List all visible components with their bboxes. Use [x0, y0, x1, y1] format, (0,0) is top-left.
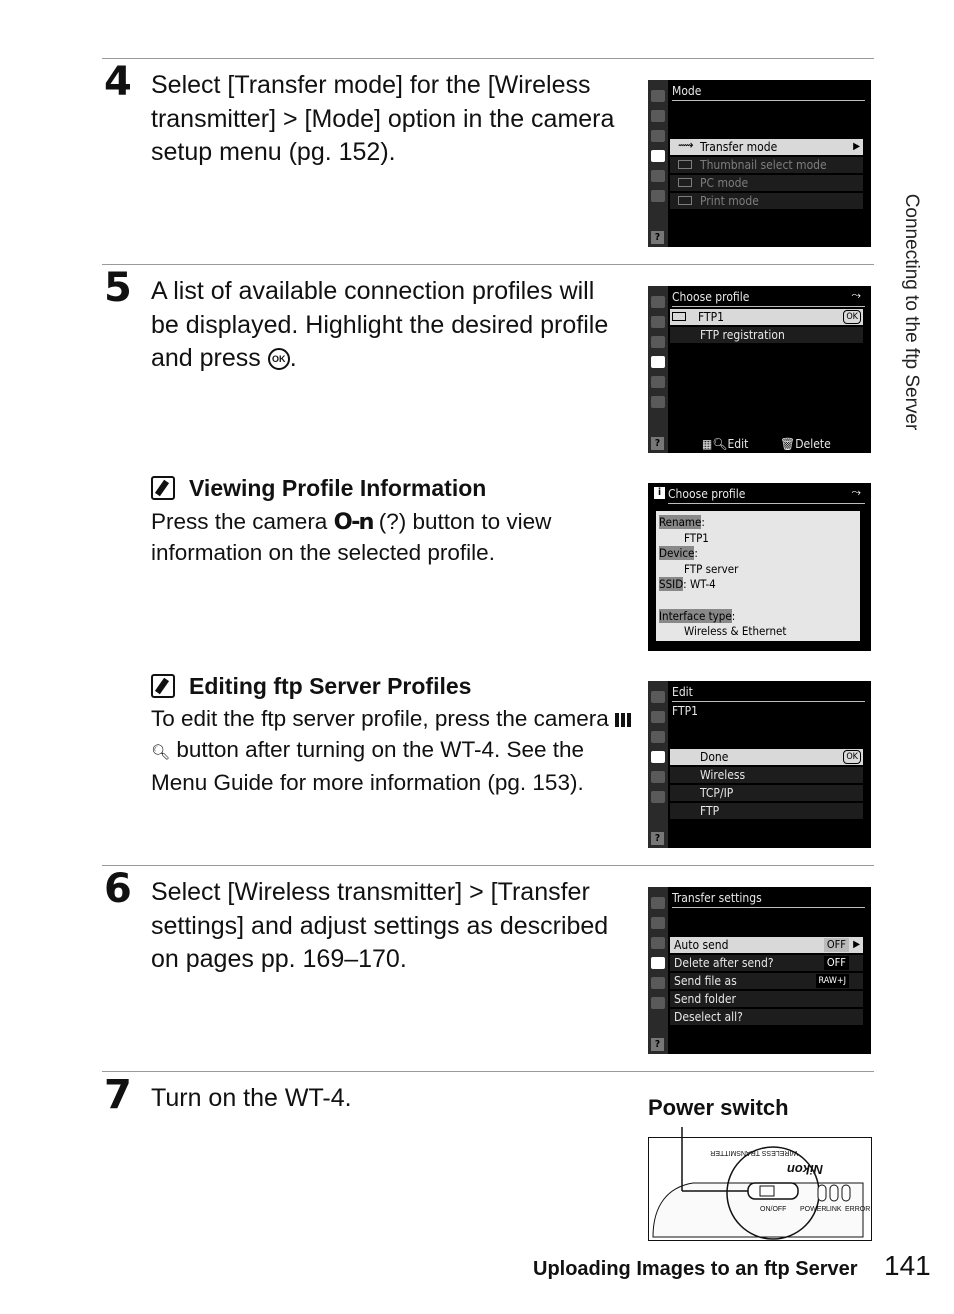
step-number: 7: [104, 1072, 132, 1118]
menu-item-label: Done: [700, 750, 729, 764]
screen-title: Transfer settings: [672, 889, 865, 908]
menu-tabs: [648, 286, 668, 453]
menu-tabs: [648, 80, 668, 247]
screen-title: Mode: [672, 82, 865, 101]
profile-info-panel: Rename: FTP1 Device: FTP server SSID: WT-4 Interface type: Wireless & Ethernet: [656, 511, 860, 641]
info-key: Interface type: [659, 608, 732, 623]
footer-title: Uploading Images to an ftp Server: [533, 1258, 858, 1280]
printer-icon: [678, 196, 692, 205]
setting-auto-send: [670, 937, 863, 953]
note-body: [151, 507, 631, 568]
step-number: 5: [104, 265, 132, 311]
divider: [102, 865, 874, 866]
setting-label: Delete after send?: [674, 956, 774, 970]
arrow-right-icon: ▶: [853, 939, 860, 950]
note-heading: [151, 474, 486, 502]
setting-value: OFF: [824, 938, 849, 952]
menu-item-done: [670, 749, 863, 765]
menu-item-label: Transfer mode: [700, 140, 778, 154]
step-number: 6: [104, 866, 132, 912]
menu-item-label: PC mode: [700, 176, 749, 190]
profile-item: [670, 309, 863, 325]
camera-screen-edit: [648, 681, 871, 848]
note-text: To edit the ftp server profile, press the camera: [151, 706, 609, 731]
note-title: Editing ftp Server Profiles: [189, 673, 472, 699]
switch-label-power: POWER: [800, 1206, 827, 1213]
menu-item-pc: [670, 175, 863, 191]
info-value: Wireless & Ethernet: [684, 624, 787, 639]
wt4-device-illustration: [648, 1125, 872, 1243]
menu-item-tcpip: TCP/IP: [670, 785, 863, 801]
setting-send-folder: Send folder: [670, 991, 863, 1007]
help-icon: ?: [651, 437, 664, 450]
section-tab-label: Connecting to the ftp Server: [901, 193, 922, 431]
note-text: Press the camera: [151, 509, 328, 534]
setting-delete-after-send: [670, 955, 863, 971]
camera-screen-choose-profile: [648, 286, 871, 453]
menu-tabs: [648, 681, 668, 848]
menu-item-wireless: Wireless: [670, 767, 863, 783]
ftp-registration-item: FTP registration: [670, 327, 863, 343]
switch-label-error: ERROR: [845, 1206, 871, 1213]
setting-label: Send file as: [674, 974, 737, 988]
setting-value: OFF: [824, 956, 849, 970]
note-title: Viewing Profile Information: [189, 475, 487, 501]
divider: [102, 58, 874, 59]
pc-icon: [678, 178, 692, 187]
ok-badge: OK: [843, 310, 861, 324]
screen-title: Choose profile: [672, 288, 865, 307]
transfer-icon: [678, 142, 692, 151]
help-icon: ?: [651, 832, 664, 845]
camera-screen-profile-info: [648, 483, 871, 651]
setting-send-file-as: [670, 973, 863, 989]
transfer-icon: ⤳: [851, 288, 861, 302]
info-value: FTP server: [684, 561, 739, 576]
thumbnail-zoom-button-icon: [615, 713, 631, 727]
help-icon: ?: [651, 1038, 664, 1051]
note-heading: [151, 672, 471, 700]
page-number: 141: [884, 1250, 931, 1281]
menu-item-label: Print mode: [700, 194, 759, 208]
magnifier-icon: 🔍︎: [151, 743, 171, 761]
setting-value: RAW+J: [816, 974, 849, 988]
trash-icon: 🗑︎: [780, 437, 796, 451]
arrow-right-icon: ▶: [853, 141, 860, 152]
step-text: Select [Wireless transmitter] > [Transfer settings] and adjust settings as described on pages pp. 169–170.: [151, 878, 609, 973]
step-text: Turn on the WT-4.: [151, 1084, 352, 1112]
transfer-icon: ⤳: [851, 485, 861, 499]
brand-logo: Nikon: [786, 1162, 823, 1177]
protect-key-icon: O-n: [333, 509, 373, 535]
zoom-icon: ▦🔍︎: [702, 437, 728, 451]
info-value: FTP1: [684, 530, 709, 545]
profile-name: FTP1: [698, 310, 724, 324]
switch-label-link: LINK: [826, 1206, 842, 1213]
switch-label-onoff: ON/OFF: [760, 1206, 787, 1213]
step-text: [151, 275, 626, 376]
help-icon: ?: [651, 231, 664, 244]
note-text: (?) button to view information on the selected profile.: [151, 509, 552, 565]
menu-item-print: [670, 193, 863, 209]
pencil-note-icon: [151, 476, 175, 500]
section-tab: [893, 170, 927, 454]
ok-button-icon: OK: [268, 348, 290, 370]
menu-tabs: [648, 887, 668, 1054]
camera-screen-mode: [648, 80, 871, 247]
info-key: SSID: [659, 577, 684, 592]
pencil-note-icon: [151, 674, 175, 698]
note-body: [151, 704, 631, 799]
step-number: 4: [104, 59, 132, 105]
setting-deselect-all: Deselect all?: [670, 1009, 863, 1025]
ok-badge: OK: [843, 750, 861, 764]
info-icon: i: [654, 487, 665, 499]
edit-label: Edit: [727, 437, 749, 451]
menu-item-label: Thumbnail select mode: [700, 158, 827, 172]
info-key: Device: [659, 546, 695, 561]
info-value: WT-4: [689, 577, 716, 592]
screen-title: Choose profile: [668, 485, 865, 504]
delete-hint: [780, 437, 831, 451]
note-text: button after turning on the WT-4. See the Menu Guide for more information (pg. 153).: [151, 736, 585, 795]
edit-hint: [702, 437, 748, 451]
step-text-end: .: [289, 344, 297, 372]
power-switch-label: Power switch: [648, 1095, 789, 1120]
screen-title: Edit: [672, 683, 865, 702]
network-icon: [672, 312, 686, 321]
info-key: Rename: [659, 515, 702, 529]
profile-name: FTP1: [672, 704, 698, 718]
menu-item-transfer-mode: [670, 139, 863, 155]
step-text-body: A list of available connection profiles will be displayed. Highlight the desired profile and press: [151, 277, 609, 372]
menu-item-ftp: FTP: [670, 803, 863, 819]
step-text: Select [Transfer mode] for the [Wireless transmitter] > [Mode] option in the camera setup menu (pg. 152).: [151, 71, 615, 166]
device-name: WIRELESS TRANSMITTER: [710, 1149, 798, 1156]
divider: [102, 1071, 874, 1072]
menu-item-thumbnail: [670, 157, 863, 173]
grid-icon: [678, 160, 692, 169]
setting-label: Auto send: [674, 938, 729, 952]
delete-label: Delete: [795, 437, 831, 451]
camera-screen-transfer-settings: [648, 887, 871, 1054]
divider: [102, 264, 874, 265]
